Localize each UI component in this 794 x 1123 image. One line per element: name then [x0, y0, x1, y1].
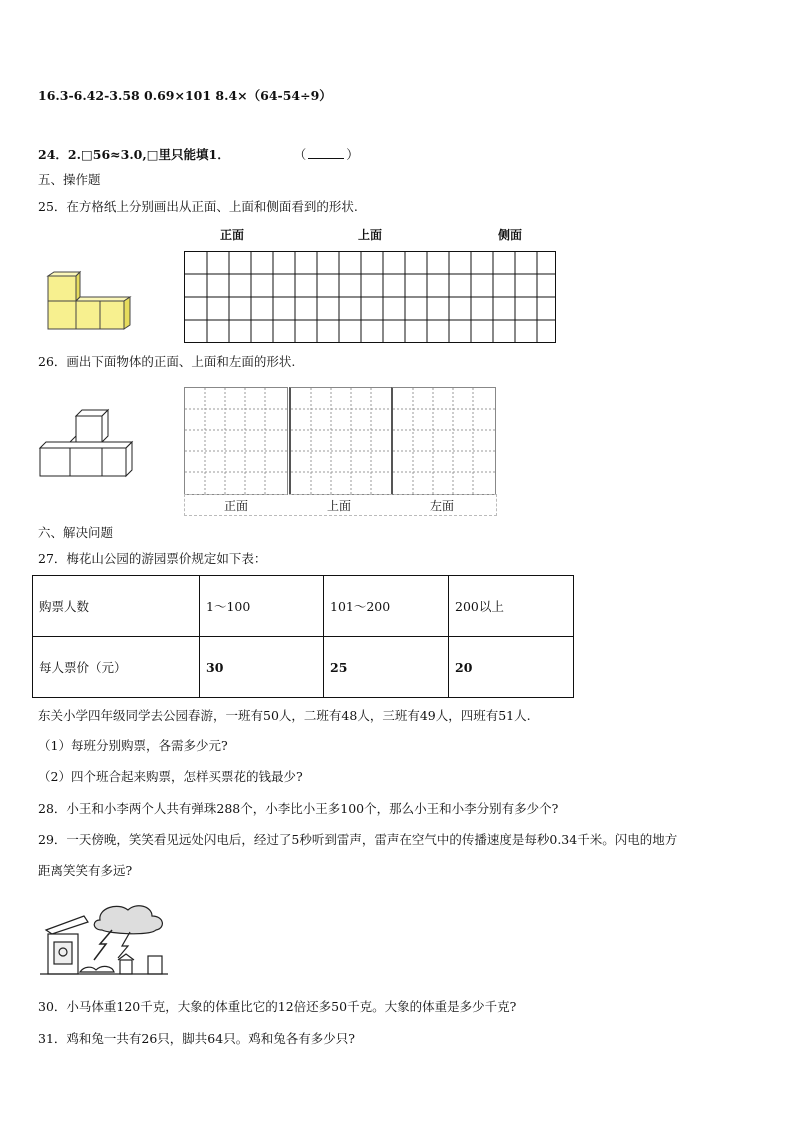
cube-face — [76, 272, 80, 301]
cube-face — [102, 448, 126, 476]
cube-face — [40, 442, 132, 448]
table-cell: 101～200 — [324, 576, 449, 637]
question-26: 26．画出下面物体的正面、上面和左面的形状. — [38, 354, 296, 369]
cube-face — [40, 448, 70, 476]
table-cell: 每人票价（元） — [33, 637, 200, 698]
table-row — [33, 576, 574, 637]
question-28: 28．小王和小李两个人共有弹珠288个，小李比小王多100个，那么小王和小李分别有多少个? — [38, 801, 559, 816]
q25-cube-figure — [40, 262, 140, 352]
q26-grid-left[interactable] — [391, 387, 496, 495]
price-table — [32, 575, 574, 698]
cube-face — [100, 301, 124, 329]
q27-description: 东关小学四年级同学去公园春游，一班有50人，二班有48人，三班有49人，四班有51人. — [38, 708, 531, 723]
question-24 — [38, 146, 359, 163]
q26-grid-front[interactable] — [184, 387, 288, 495]
q26-label-top: 上面 — [326, 499, 351, 513]
question-31: 31．鸡和兔一共有26只，脚共64只。鸡和兔各有多少只? — [38, 1031, 355, 1046]
q25-label-side: 侧面 — [498, 228, 523, 242]
cube-face — [76, 416, 102, 442]
cube-face — [48, 272, 80, 276]
section-5-title: 五、操作题 — [38, 172, 101, 187]
q25-label-front: 正面 — [220, 228, 245, 242]
section-6-title: 六、解决问题 — [38, 525, 114, 540]
question-25: 25．在方格纸上分别画出从正面、上面和侧面看到的形状. — [38, 199, 358, 214]
cube-face — [76, 301, 100, 329]
q27-sub-2: （2）四个班合起来购票，怎样买票花的钱最少? — [38, 769, 303, 784]
question-29-line-1: 29．一天傍晚，笑笑看见远处闪电后，经过了5秒听到雷声，雷声在空气中的传播速度是每秒0.34千米。闪电的地方 — [38, 832, 678, 847]
table-row — [33, 637, 574, 698]
q26-label-left: 左面 — [429, 499, 454, 513]
question-30: 30．小马体重120千克，大象的体重比它的12倍还多50千克。大象的体重是多少千克? — [38, 999, 517, 1014]
cube-face — [48, 301, 76, 329]
q26-cube-figure — [36, 406, 146, 486]
paren-open: （ — [293, 147, 307, 162]
table-cell: 30 — [200, 637, 324, 698]
q27-sub-1: （1）每班分别购票，各需多少元? — [38, 738, 228, 753]
q26-grid-top[interactable] — [289, 387, 392, 495]
table-cell: 20 — [449, 637, 574, 698]
question-29-line-2: 距离笑笑有多远? — [38, 863, 133, 878]
table-cell: 购票人数 — [33, 576, 200, 637]
cube-face — [124, 297, 130, 329]
paren-close: ） — [346, 147, 359, 162]
q25-answer-grid[interactable] — [184, 251, 556, 343]
cube-face — [70, 448, 102, 476]
lightning-illustration — [40, 900, 170, 980]
question-27: 27．梅花山公园的游园票价规定如下表： — [38, 551, 267, 566]
table-cell: 1～100 — [200, 576, 324, 637]
cube-face — [126, 442, 132, 476]
q26-label-front: 正面 — [223, 499, 248, 513]
cube-face — [76, 297, 130, 301]
calc-problem: 16.3-6.42-3.58 0.69×101 8.4×（64-54÷9） — [38, 88, 332, 103]
table-cell: 25 — [324, 637, 449, 698]
q25-label-top: 上面 — [358, 228, 383, 242]
question-24-text: 24．2.□56≈3.0,□里只能填1． — [38, 147, 230, 162]
table-cell: 200以上 — [449, 576, 574, 637]
cube-face — [48, 276, 76, 301]
answer-blank[interactable] — [308, 146, 344, 159]
cube-face — [102, 410, 108, 442]
